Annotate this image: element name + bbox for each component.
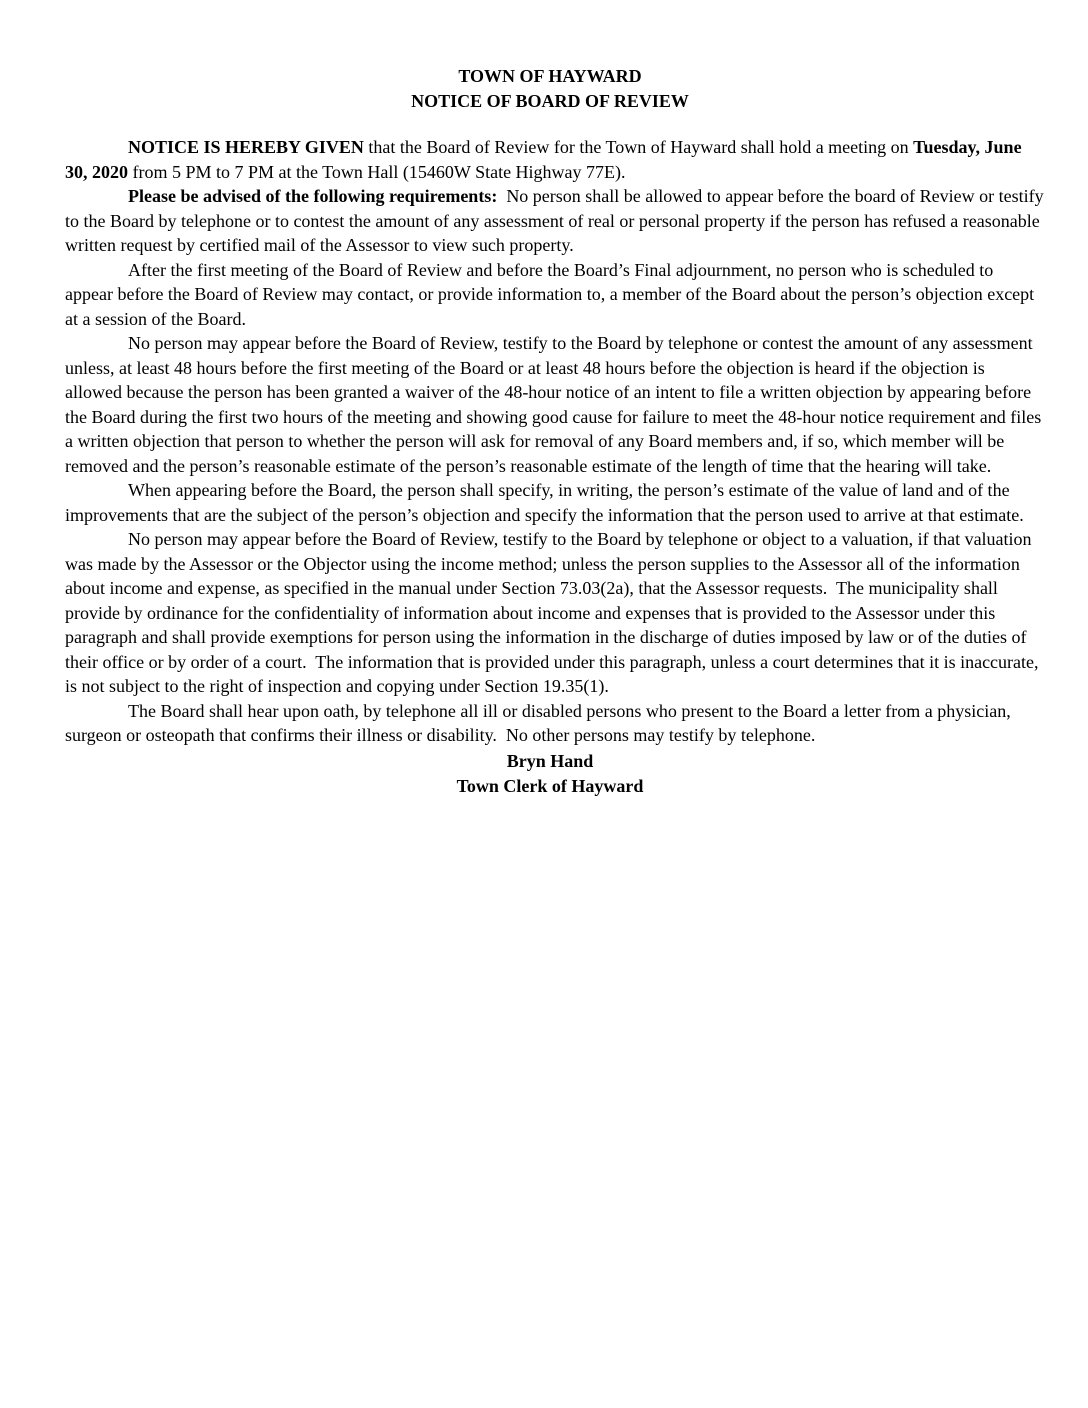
document-heading <box>55 64 1045 114</box>
heading-town: TOWN OF HAYWARD <box>458 66 642 86</box>
notice-text: that the Board of Review for the Town of Hayward shall hold a meeting on <box>363 137 914 157</box>
paragraph-48-hour-notice: No person may appear before the Board of Review, testify to the Board by telephone or contest the amount of any assessment unless, at least 48 hours before the first meeting of the Board or at least 48 hours before the objection is heard if the objection is allowed because the person has been granted a waiver of the 48-hour notice of an intent to file a written objection by appearing before the Board during the first two hours of the meeting and showing good cause for failure to meet the 48-hour notice requirement and files a written objection that person to whether the person will ask for removal of any Board members and, if so, which member will be removed and the person’s reasonable estimate of the person’s reasonable estimate of the length of time that the hearing will take. <box>65 333 1042 476</box>
paragraph-requirements <box>65 184 1049 258</box>
signature-block <box>55 749 1045 799</box>
requirements-text: No person shall be allowed to appear before the board of Review or testify to the Board by telephone or to contest the amount of any assessment of real or personal property if the person has refused a reasonable written request by certified mail of the Assessor to view such property. <box>65 186 1049 255</box>
requirements-lead: Please be advised of the following requirements: <box>128 186 498 206</box>
notice-document <box>65 64 1049 799</box>
paragraph-telephone-testimony: The Board shall hear upon oath, by telephone all ill or disabled persons who present to the Board a letter from a physician, surgeon or osteopath that confirms their illness or disability. No other persons may testify by telephone. <box>65 700 1016 745</box>
signer-title: Town Clerk of Hayward <box>456 775 644 796</box>
heading-notice-title: NOTICE OF BOARD OF REVIEW <box>411 91 689 111</box>
signer-name: Bryn Hand <box>506 750 594 771</box>
notice-lead: NOTICE IS HEREBY GIVEN <box>128 137 364 157</box>
paragraph-income-method: No person may appear before the Board of Review, testify to the Board by telephone or object to a valuation, if that valuation was made by the Assessor or the Objector using the income method; unless the person supplies to the Assessor all of the information about income and expense, as specified in the manual under Section 73.03(2a), that the Assessor requests. The municipality shall provide by ordinance for the confidentiality of information about income and expenses that is provided to the Assessor under this paragraph and shall provide exemptions for person using the information in the discharge of duties imposed by law or of the duties of their office or by order of a court. The information that is provided under this paragraph, unless a court determines that it is inaccurate, is not subject to the right of inspection and copying under Section 19.35(1). <box>65 529 1044 696</box>
paragraph-contact-restriction: After the first meeting of the Board of Review and before the Board’s Final adjournment, no person who is scheduled to appear before the Board of Review may contact, or provide information to, a member of the Board about the person’s objection except at a session of the Board. <box>65 259 1035 329</box>
paragraph-meeting-notice <box>65 135 1045 184</box>
paragraph-estimate-requirement: When appearing before the Board, the person shall specify, in writing, the person’s estimate of the value of land and of the improvements that are the subject of the person’s objection and specify the information that the person used to arrive at that estimate. <box>65 480 1024 525</box>
meeting-date: Tuesday, June 30, 2020 <box>65 137 1022 182</box>
notice-body <box>65 135 1049 748</box>
meeting-time-location: from 5 PM to 7 PM at the Town Hall (15460W State Highway 77E). <box>128 161 626 182</box>
